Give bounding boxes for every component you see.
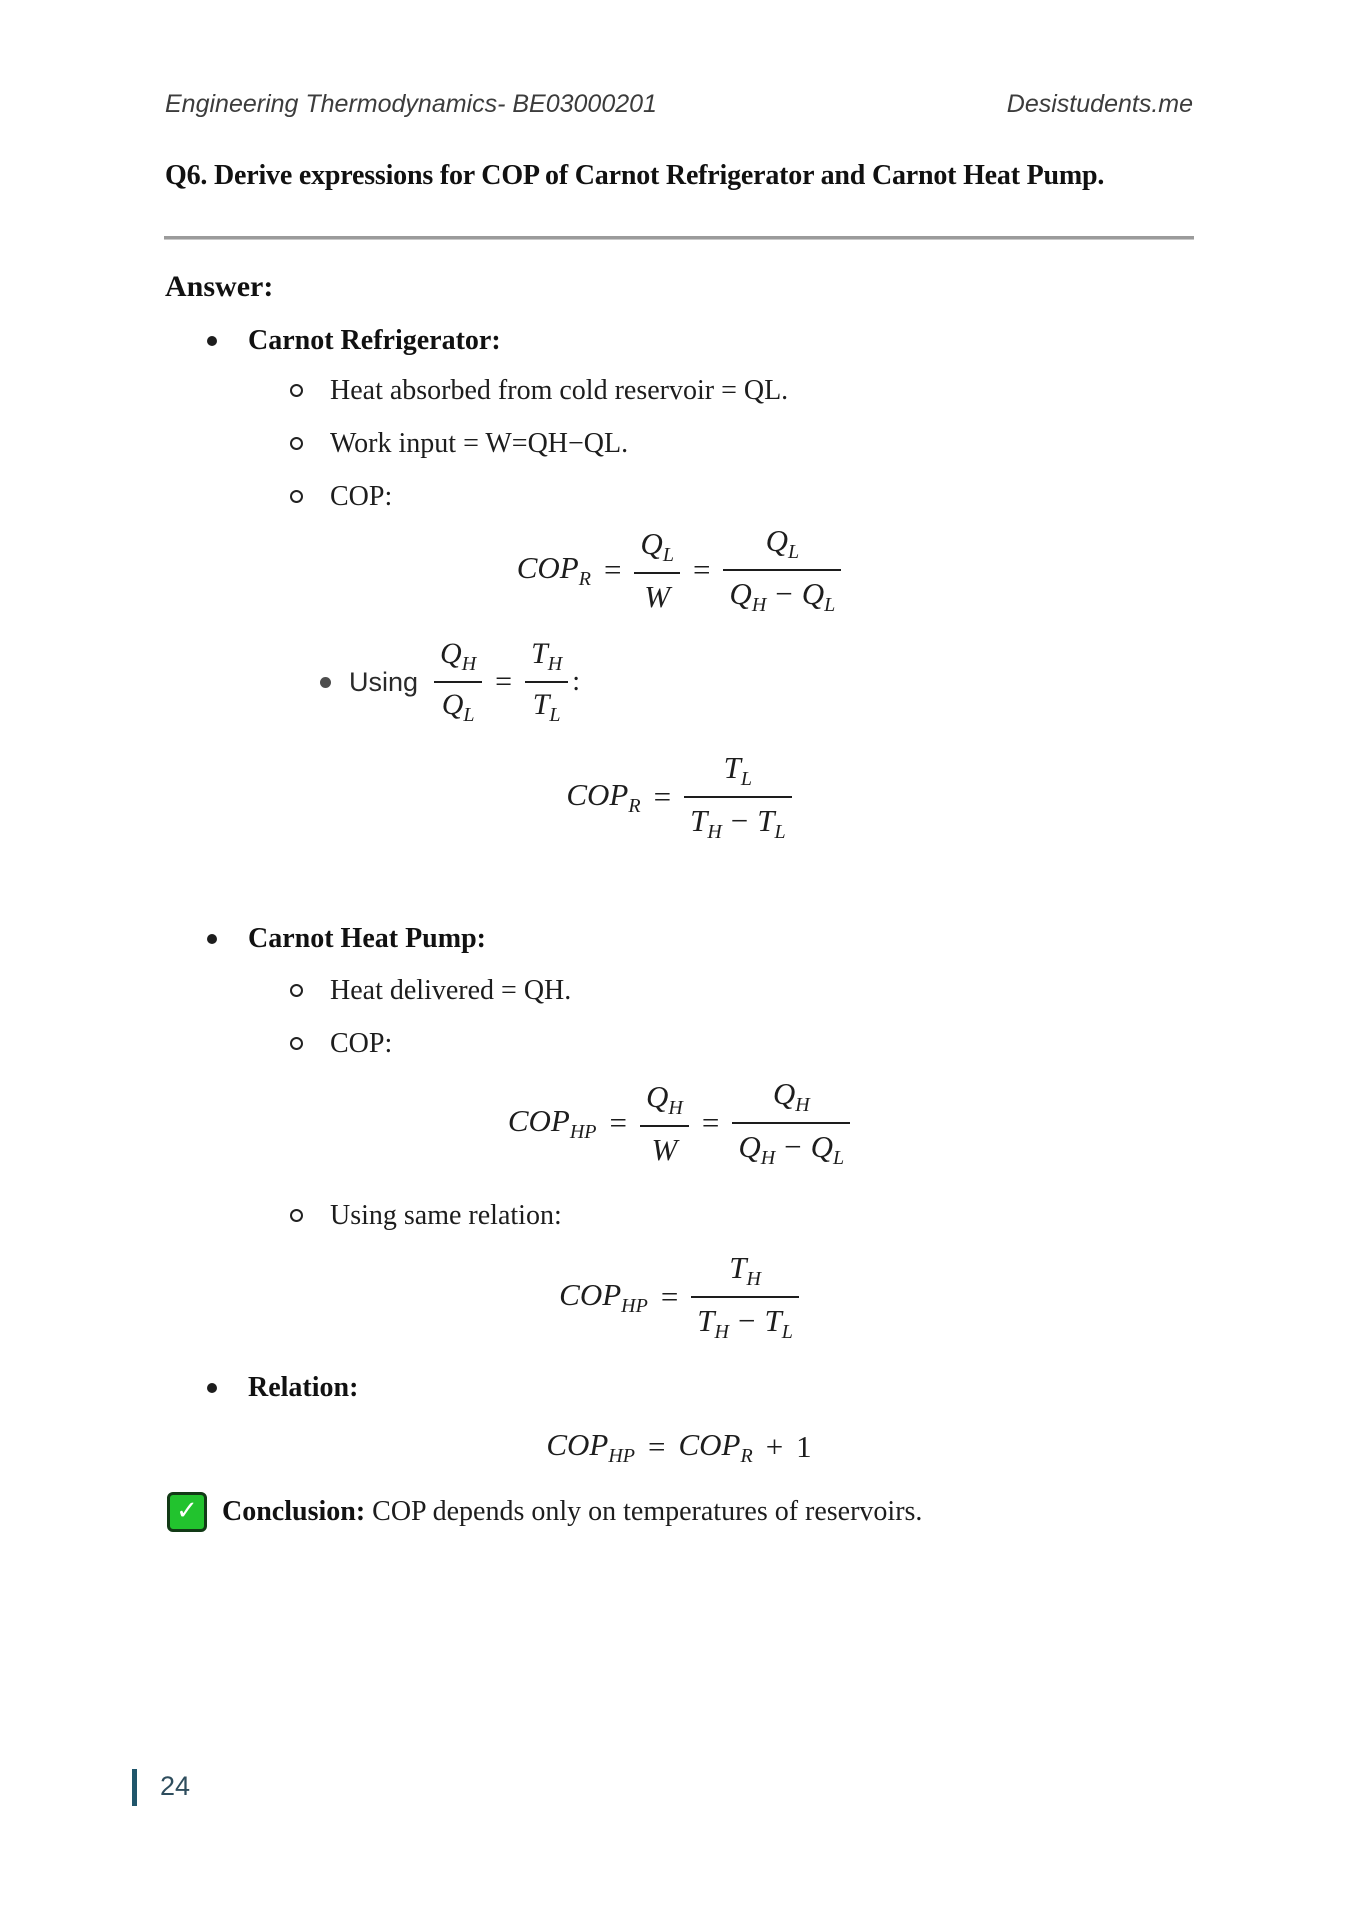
header-course-title: Engineering Thermodynamics- BE03000201 [165, 90, 657, 118]
math-term: $COP_{HP}$ [546, 1426, 635, 1467]
circle-bullet-icon [290, 1037, 303, 1050]
heatpump-bullet-2: COP: [330, 1028, 393, 1059]
conclusion-text: Conclusion: COP depends only on temperatures of reservoirs. [222, 1496, 923, 1527]
math-term: $COP_{HP}$ [507, 1102, 597, 1143]
equals-sign: = [701, 1105, 720, 1140]
list-item [290, 1199, 562, 1233]
list-item [290, 974, 571, 1008]
heatpump-bullet-3: Using same relation: [330, 1200, 562, 1231]
refrigerator-bullet-1: Heat absorbed from cold reservoir = QL. [330, 375, 789, 406]
list-item-relation-heading [207, 1371, 358, 1405]
equals-sign: = [653, 779, 672, 814]
math-term: $COP_R$ [566, 776, 641, 817]
heatpump-heading: Carnot Heat Pump: [248, 923, 486, 954]
formula-cop-r-heat [164, 520, 1194, 620]
equals-sign: = [647, 1429, 666, 1464]
fraction-qh-ql: $\frac{Q_H}{Q_L}$ [434, 637, 482, 727]
answer-label: Answer: [165, 270, 274, 303]
fraction-tl-thtl: $\frac{T_L}{T_H - T_L}$ [684, 750, 792, 844]
equals-sign: = [603, 552, 622, 587]
list-item-heatpump-heading [207, 922, 486, 956]
relation-heading: Relation: [248, 1372, 359, 1403]
list-item [290, 1027, 392, 1061]
formula-relation [164, 1424, 1194, 1470]
heatpump-bullet-1: Heat delivered = QH. [330, 975, 572, 1006]
equals-sign: = [495, 665, 513, 698]
list-item-refrigerator-heading [207, 324, 501, 358]
fraction-qh-w: $\frac{Q_H}{W}$ [640, 1079, 689, 1168]
bullet-dot-icon [207, 336, 217, 346]
question-title: Q6. Derive expressions for COP of Carnot Refrigerator and Carnot Heat Pump. [165, 160, 1105, 191]
math-number: 1 [796, 1429, 812, 1464]
check-icon: ✓ [167, 1492, 207, 1532]
list-item [290, 480, 392, 514]
list-item [290, 427, 628, 461]
equals-sign: = [660, 1279, 679, 1314]
math-term: $COP_{HP}$ [559, 1276, 648, 1317]
fraction-ql-w: $\frac{Q_L}{W}$ [634, 526, 680, 615]
math-term: $COP_R$ [516, 549, 591, 590]
circle-bullet-icon [290, 490, 303, 503]
list-item-using-ratio [320, 638, 580, 726]
list-item [290, 374, 788, 408]
circle-bullet-icon [290, 384, 303, 397]
bullet-dot-icon [207, 934, 217, 944]
conclusion-row [167, 1492, 922, 1532]
fraction-qh-qhql: $\frac{Q_H}{Q_H - Q_L}$ [732, 1076, 850, 1170]
fraction-th-thtl: $\frac{T_H}{T_H - T_L}$ [691, 1250, 799, 1344]
conclusion-label: Conclusion: [222, 1496, 366, 1527]
header-site-name: Desistudents.me [1006, 90, 1193, 118]
page-number: 24 [160, 1771, 191, 1801]
plus-sign: + [765, 1429, 784, 1464]
circle-bullet-icon [290, 437, 303, 450]
fraction-ql-qhql: $\frac{Q_L}{Q_H - Q_L}$ [723, 523, 841, 617]
equals-sign: = [609, 1105, 627, 1140]
divider-rule [164, 236, 1194, 240]
equals-sign: = [692, 552, 711, 587]
using-label: Using [349, 666, 419, 697]
page-header [165, 90, 1193, 119]
fraction-th-tl: $\frac{T_H}{T_L}$ [525, 637, 568, 727]
circle-bullet-icon [290, 984, 303, 997]
refrigerator-heading: Carnot Refrigerator: [248, 325, 501, 356]
refrigerator-bullet-3: COP: [330, 481, 393, 512]
math-term: $COP_R$ [678, 1426, 753, 1467]
formula-cop-hp-heat [164, 1074, 1194, 1172]
circle-bullet-icon [290, 1209, 303, 1222]
formula-cop-hp-temp [164, 1248, 1194, 1346]
refrigerator-bullet-2: Work input = W=QH−QL. [330, 428, 629, 459]
formula-cop-r-temp [164, 748, 1194, 846]
bullet-dot-icon [207, 1383, 217, 1393]
colon: : [572, 666, 580, 697]
bullet-dot-icon [320, 677, 331, 688]
page-accent-bar [132, 1769, 137, 1806]
